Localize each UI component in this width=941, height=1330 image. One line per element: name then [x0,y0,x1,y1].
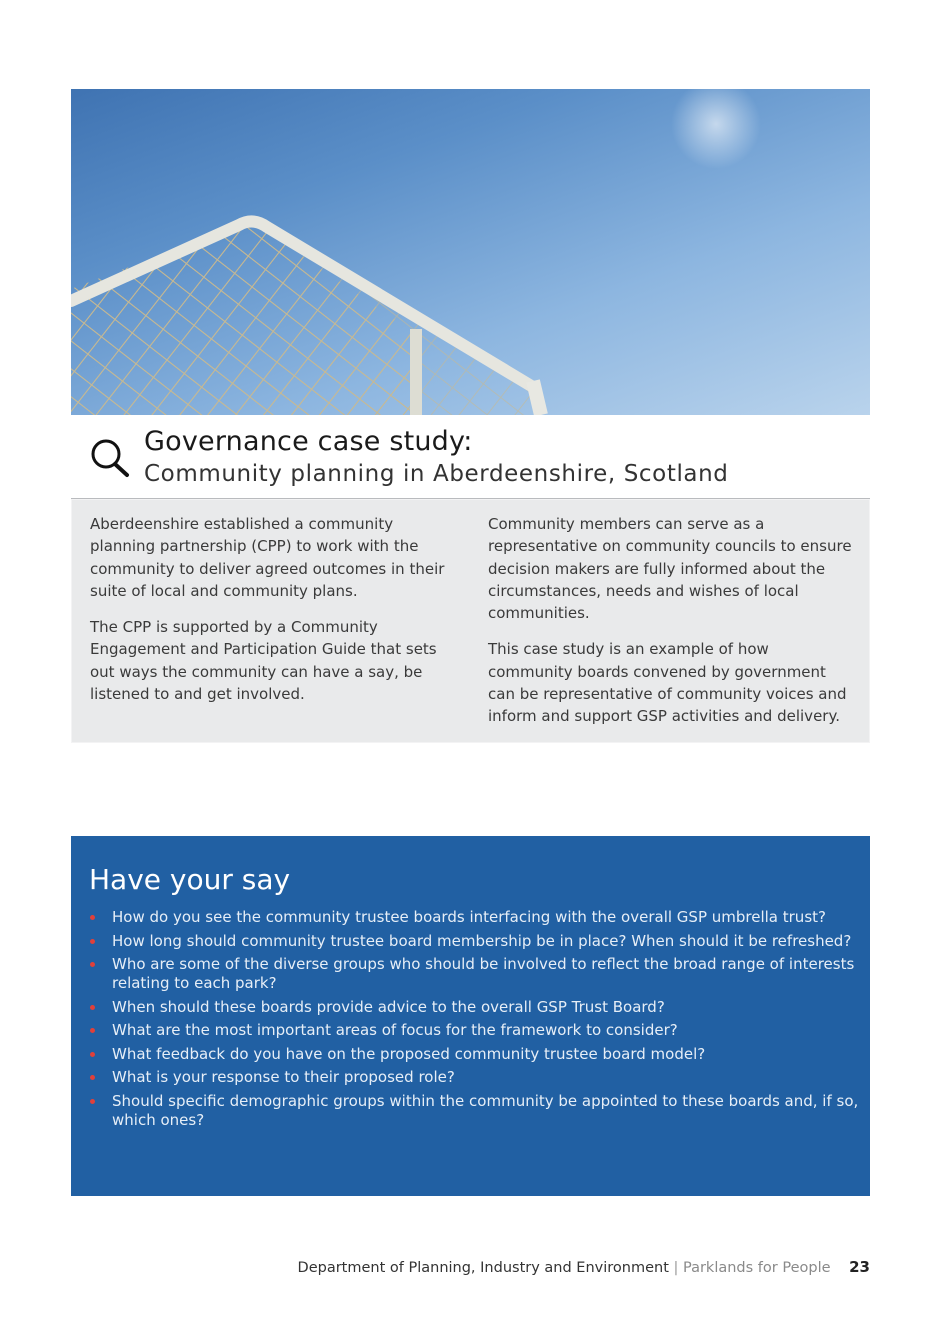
paragraph: Aberdeenshire established a community planning partnership (CPP) to work with the community to deliver agreed outcomes in their suite of local and community plans. [90,515,445,600]
question-text: What are the most important areas of focus for the framework to consider? [112,1021,678,1039]
case-study-title: Governance case study: [144,426,473,457]
question-item [89,908,859,927]
bullet-icon [90,1075,95,1080]
page-footer [298,1258,870,1276]
question-item [89,998,859,1017]
page-number: 23 [849,1258,870,1276]
bullet-icon [90,1099,95,1104]
footer-department: Department of Planning, Industry and Environment [297,1260,669,1276]
bullet-icon [90,962,95,967]
question-item [89,1092,859,1130]
case-study-left-column [90,513,460,719]
paragraph: Community members can serve as a representative on community councils to ensure decision makers are fully informed about the circumstances, needs and wishes of local communities. [488,515,852,623]
question-item [89,955,859,993]
bullet-icon [90,939,95,944]
footer-separator: | [673,1260,679,1276]
case-study-subtitle: Community planning in Aberdeenshire, Scotland [144,461,729,487]
have-your-say-panel [71,836,870,1196]
case-study-right-column [488,513,856,742]
paragraph: The CPP is supported by a Community Engagement and Participation Guide that sets out ways the community can have a say, be listened to and get involved. [90,618,437,704]
footer-publication: Parklands for People [682,1260,831,1276]
bullet-icon [90,915,95,920]
question-text: How long should community trustee board membership be in place? When should it be refreshed? [112,931,852,950]
case-study-header [71,415,870,499]
question-item [89,1045,859,1064]
search-icon [89,437,131,479]
bullet-icon [90,1052,95,1057]
paragraph: This case study is an example of how community boards convened by government can be representative of community voices and inform and support GSP activities and delivery. [488,640,847,726]
question-text: What feedback do you have on the proposed community trustee board model? [112,1044,706,1063]
bullet-icon [90,1028,95,1033]
question-text: How do you see the community trustee boards interfacing with the overall GSP umbrella trust? [112,908,826,926]
question-text: When should these boards provide advice to the overall GSP Trust Board? [112,997,665,1016]
question-text: Who are some of the diverse groups who should be involved to reflect the broad range of interests relating to each park? [112,955,855,992]
question-text: What is your response to their proposed role? [112,1068,455,1086]
goal-net-illustration [71,89,870,415]
case-study-body [71,499,870,743]
hero-photo [71,89,870,415]
question-item [89,1021,859,1040]
have-your-say-title: Have your say [89,863,291,896]
question-text: Should specific demographic groups within the community be appointed to these boards and, if so, which ones? [112,1091,859,1129]
bullet-icon [90,1005,95,1010]
question-list [89,908,859,1134]
question-item [89,932,859,951]
question-item [89,1068,859,1087]
